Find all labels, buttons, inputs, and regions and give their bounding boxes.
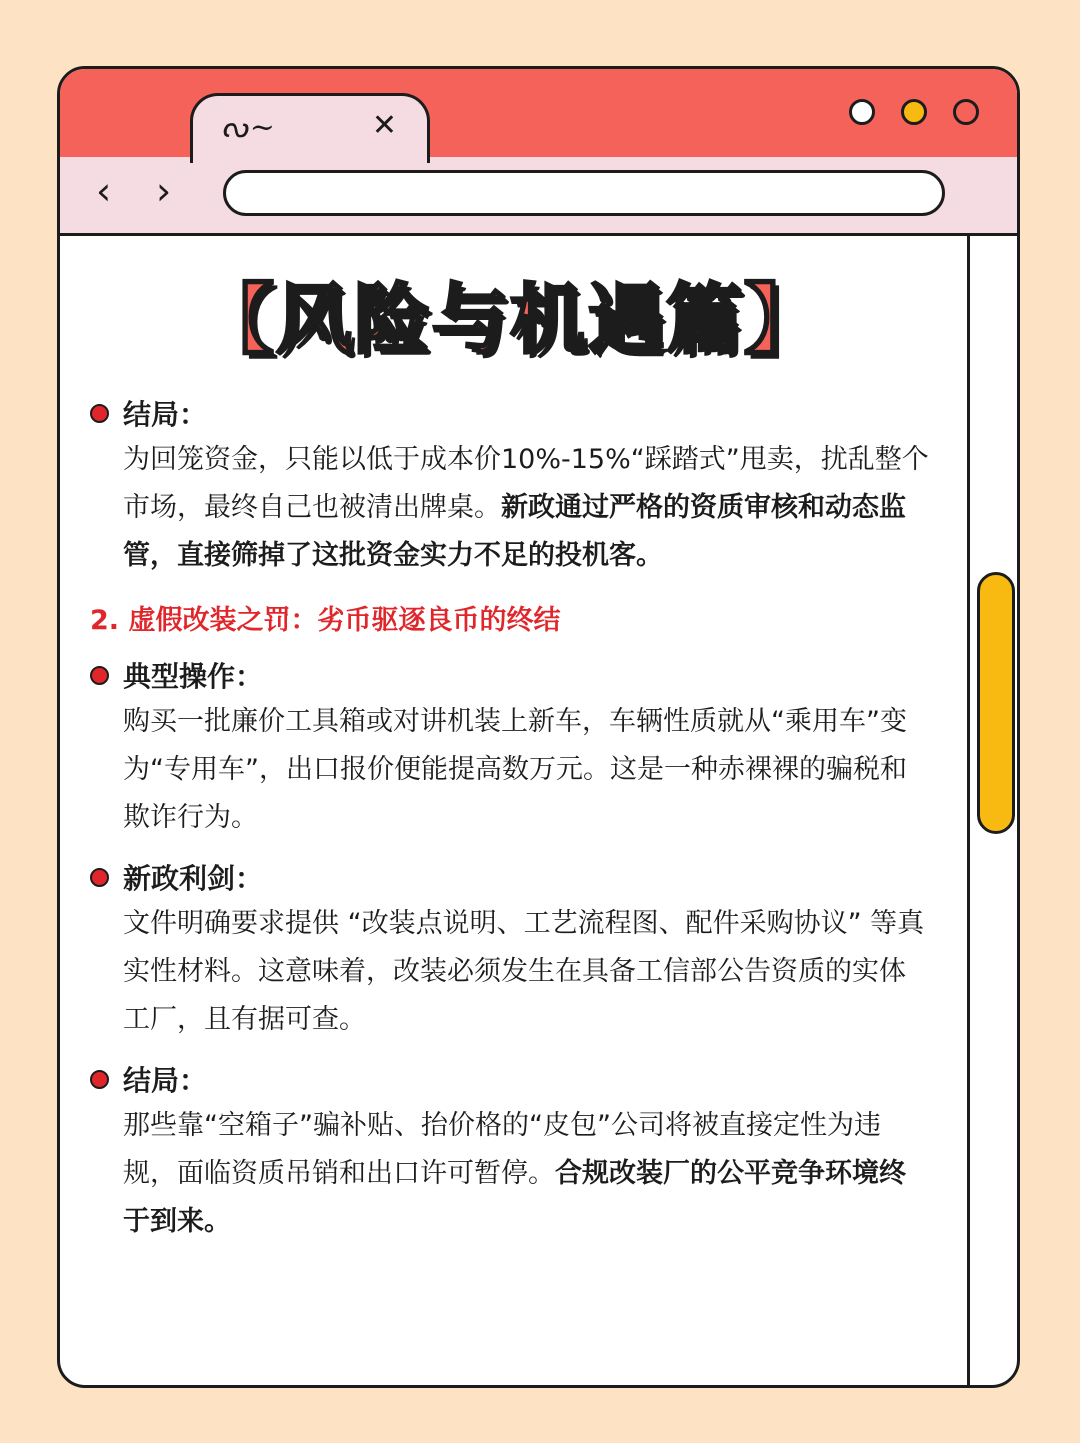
item-bold-text: 新政通过严格的资质审核和动态监管，直接筛掉了这批资金实力不足的投机客。 bbox=[123, 492, 906, 571]
item-body bbox=[90, 900, 930, 1044]
url-input[interactable] bbox=[223, 170, 945, 216]
item-label: 新政利剑： bbox=[123, 862, 264, 895]
page-content bbox=[90, 259, 930, 1260]
bullet-dot-icon bbox=[90, 868, 109, 887]
back-icon[interactable]: ‹ bbox=[96, 169, 112, 213]
bullet-dot-icon bbox=[90, 666, 109, 685]
item-text: 为回笼资金，只能以低于成本价10%-15%“踩踏式”甩卖，扰乱整个市场，最终自己也被清出牌桌。 bbox=[123, 444, 929, 523]
page-title: 【风险与机遇篇】 bbox=[198, 275, 822, 364]
browser-tab[interactable] bbox=[190, 93, 430, 163]
item-body bbox=[90, 1102, 930, 1246]
scrollbar-thumb[interactable] bbox=[977, 572, 1015, 834]
list-item bbox=[90, 1058, 930, 1246]
bullet-dot-icon bbox=[90, 1070, 109, 1089]
item-heading bbox=[90, 1058, 930, 1100]
item-label: 结局： bbox=[123, 398, 208, 431]
tab-title: ᔓ~ bbox=[221, 110, 277, 145]
item-heading bbox=[90, 392, 930, 434]
list-item bbox=[90, 856, 930, 1044]
section-heading: 2. 虚假改装之罚：劣币驱逐良币的终结 bbox=[90, 605, 561, 636]
item-text: 那些靠“空箱子”骗补贴、抬价格的“皮包”公司将被直接定性为违规，面临资质吊销和出口许可暂停。 bbox=[123, 1110, 881, 1189]
scrollbar-track[interactable] bbox=[967, 233, 970, 1385]
item-text: 购买一批廉价工具箱或对讲机装上新车，车辆性质就从“乘用车”变为“专用车”，出口报价便能提高数万元。这是一种赤裸裸的骗税和欺诈行为。 bbox=[123, 706, 907, 833]
window-dot-white[interactable] bbox=[849, 99, 875, 125]
close-icon[interactable]: ✕ bbox=[371, 108, 397, 143]
tab-joint bbox=[193, 155, 427, 163]
list-item bbox=[90, 392, 930, 580]
item-text: 文件明确要求提供 “改装点说明、工艺流程图、配件采购协议” 等真实性材料。这意味着，改装必须发生在具备工信部公告资质的实体工厂，且有据可查。 bbox=[123, 908, 925, 1035]
bullet-dot-icon bbox=[90, 404, 109, 423]
item-body bbox=[90, 698, 930, 842]
window-controls bbox=[849, 99, 979, 125]
browser-window bbox=[57, 66, 1020, 1388]
window-dot-yellow[interactable] bbox=[901, 99, 927, 125]
item-label: 结局： bbox=[123, 1064, 208, 1097]
item-body bbox=[90, 436, 930, 580]
item-bold-text: 合规改装厂的公平竞争环境终于到来。 bbox=[123, 1158, 906, 1237]
list-item bbox=[90, 654, 930, 842]
item-label: 典型操作： bbox=[123, 660, 264, 693]
item-heading bbox=[90, 856, 930, 898]
item-heading bbox=[90, 654, 930, 696]
forward-icon[interactable]: › bbox=[156, 169, 172, 213]
window-dot-red[interactable] bbox=[953, 99, 979, 125]
